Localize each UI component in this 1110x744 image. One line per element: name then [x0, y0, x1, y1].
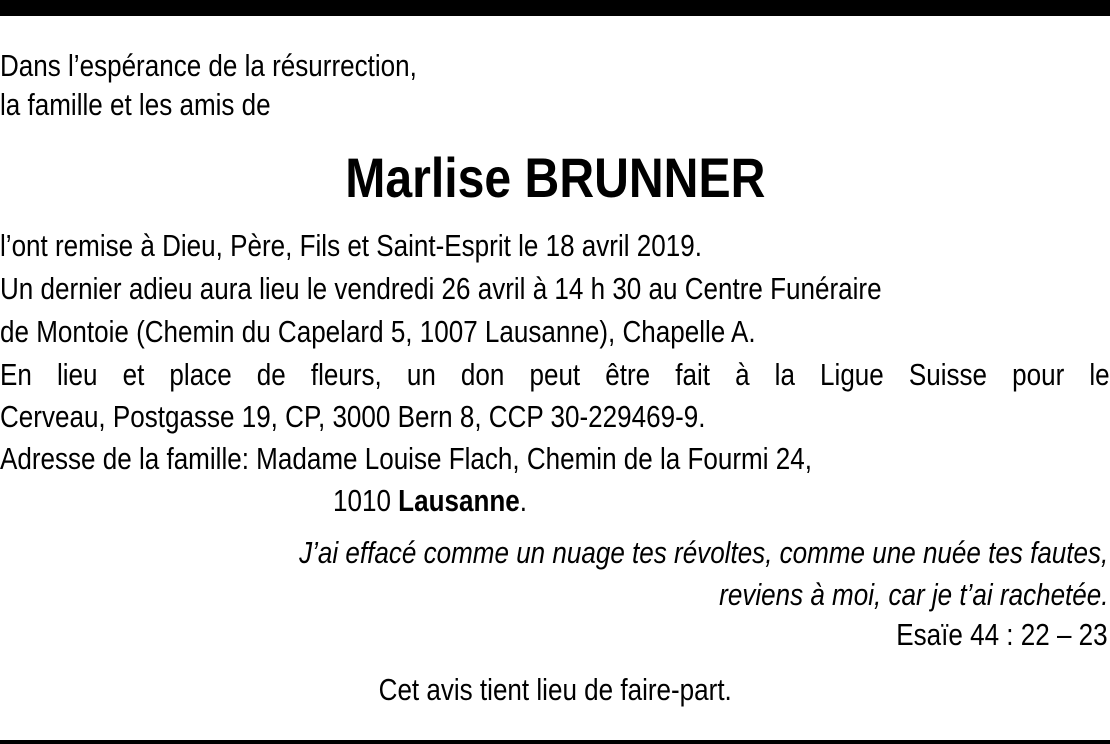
body-line-6: Adresse de la famille: Madame Louise Flach, Chemin de la Fourmi 24, — [0, 441, 812, 476]
quote-line-1: J’ai effacé comme un nuage tes révoltes, comme une nuée tes fautes, — [298, 535, 1108, 570]
closing-line — [0, 670, 1110, 710]
deceased-name-text: Marlise BRUNNER — [344, 146, 766, 209]
body-line-5: Cerveau, Postgasse 19, CP, 3000 Bern 8, CCP 30-229469-9. — [0, 399, 706, 434]
body-line-4: En lieu et place de fleurs, un don peut être fait à la Ligue Suisse pour le — [0, 357, 1110, 392]
address-city-line — [333, 481, 527, 521]
deceased-name — [0, 143, 1110, 213]
address-postcode: 1010 — [333, 483, 391, 518]
body-line-1: l’ont remise à Dieu, Père, Fils et Saint-Esprit le 18 avril 2019. — [0, 228, 702, 263]
body-line-2: Un dernier adieu aura lieu le vendredi 26 avril à 14 h 30 au Centre Funéraire — [0, 271, 882, 306]
body-line-3: de Montoie (Chemin du Capelard 5, 1007 Lausanne), Chapelle A. — [0, 314, 756, 349]
top-border — [0, 0, 1110, 16]
intro-line-2: la famille et les amis de — [0, 87, 271, 122]
address-city: Lausanne — [398, 483, 520, 518]
address-period: . — [519, 483, 527, 518]
closing-text: Cet avis tient lieu de faire-part. — [378, 672, 732, 707]
quote-line-2: reviens à moi, car je t’ai rachetée. — [718, 577, 1108, 612]
quote-reference: Esaïe 44 : 22 – 23 — [896, 617, 1108, 652]
intro-line-1: Dans l’espérance de la résurrection, — [0, 48, 417, 83]
bottom-border — [0, 740, 1110, 744]
